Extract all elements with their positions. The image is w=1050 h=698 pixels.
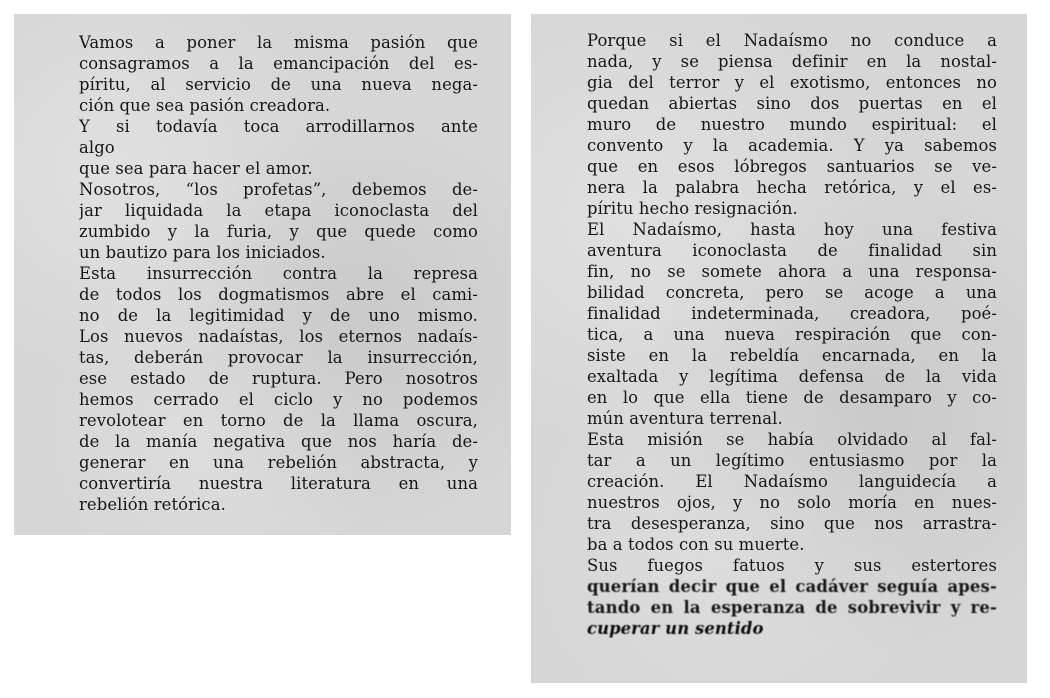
right-line-1: Porque si el Nadaísmo no conduce a — [587, 31, 997, 50]
left-line-12: Esta insurrección contra la represa — [79, 264, 478, 283]
right-line-26: Sus fuegos fatuos y sus estertores — [587, 556, 997, 575]
left-line-13: de todos los dogmatismos abre el cami- — [79, 285, 478, 304]
right-line-4: quedan abiertas sino dos puertas en el — [587, 94, 997, 113]
right-line-16: siste en la rebeldía encarnada, en la — [587, 346, 997, 365]
left-line-21: generar en una rebelión abstracta, y — [79, 453, 478, 472]
left-line-23: rebelión retórica. — [79, 495, 226, 514]
left-line-14: no de la legitimidad y de uno mismo. — [79, 306, 478, 325]
right-line-17: exaltada y legítima defensa de la vida — [587, 367, 997, 386]
right-line-28: tando en la esperanza de sobrevivir y re- — [587, 598, 997, 617]
right-line-29: cuperar un sentido — [587, 619, 764, 638]
left-line-8: Nosotros, “los profetas”, debemos de- — [79, 180, 478, 199]
right-line-25: ba a todos con su muerte. — [587, 535, 805, 554]
right-line-2: nada, y se piensa definir en la nostal- — [587, 52, 997, 71]
right-line-7: que en esos lóbregos santuarios se ve- — [587, 157, 997, 176]
right-line-13: bilidad concreta, pero se acoge a una — [587, 283, 997, 302]
right-line-15: tica, a una nueva respiración que con- — [587, 325, 997, 344]
right-line-24: tra desesperanza, sino que nos arrastra- — [587, 514, 997, 533]
left-line-19: revolotear en torno de la llama oscura, — [79, 411, 478, 430]
left-line-11: un bautizo para los iniciados. — [79, 243, 326, 262]
right-line-22: creación. El Nadaísmo languidecía a — [587, 472, 997, 491]
left-line-2: consagramos a la emancipación del es- — [79, 54, 478, 73]
left-line-10: zumbido y la furia, y que quede como — [79, 222, 478, 241]
left-line-22: convertiría nuestra literatura en una — [79, 474, 478, 493]
right-line-20: Esta misión se había olvidado al fal- — [587, 430, 997, 449]
left-line-18: hemos cerrado el ciclo y no podemos — [79, 390, 478, 409]
right-line-11: aventura iconoclasta de finalidad sin — [587, 241, 997, 260]
right-newspaper-clipping — [531, 14, 1027, 683]
left-line-3: píritu, al servicio de una nueva nega- — [79, 75, 478, 94]
left-line-6: algo — [79, 138, 115, 157]
right-line-5: muro de nuestro mundo espiritual: el — [587, 115, 997, 134]
left-line-9: jar liquidada la etapa iconoclasta del — [79, 201, 478, 220]
right-line-6: convento y la academia. Y ya sabemos — [587, 136, 997, 155]
right-line-10: El Nadaísmo, hasta hoy una festiva — [587, 220, 997, 239]
right-line-12: fin, no se somete ahora a una responsa- — [587, 262, 997, 281]
left-line-4: ción que sea pasión creadora. — [79, 96, 331, 115]
left-line-17: ese estado de ruptura. Pero nosotros — [79, 369, 478, 388]
left-line-5: Y si todavía toca arrodillarnos ante — [79, 117, 478, 136]
left-line-7: que sea para hacer el amor. — [79, 159, 313, 178]
right-line-3: gia del terror y el exotismo, entonces no — [587, 73, 997, 92]
left-line-16: tas, deberán provocar la insurrección, — [79, 348, 478, 367]
left-line-15: Los nuevos nadaístas, los eternos nadaís- — [79, 327, 478, 346]
left-line-20: de la manía negativa que nos haría de- — [79, 432, 478, 451]
right-line-14: finalidad indeterminada, creadora, poé- — [587, 304, 997, 323]
right-line-21: tar a un legítimo entusiasmo por la — [587, 451, 997, 470]
left-line-1: Vamos a poner la misma pasión que — [79, 33, 478, 52]
right-line-18: en lo que ella tiene de desamparo y co- — [587, 388, 997, 407]
right-line-19: mún aventura terrenal. — [587, 409, 783, 428]
right-line-23: nuestros ojos, y no solo moría en nues- — [587, 493, 997, 512]
right-line-27: querían decir que el cadáver seguía apes- — [587, 577, 997, 596]
left-newspaper-clipping — [14, 14, 511, 535]
right-line-9: píritu hecho resignación. — [587, 199, 798, 218]
right-line-8: nera la palabra hecha retórica, y el es- — [587, 178, 997, 197]
